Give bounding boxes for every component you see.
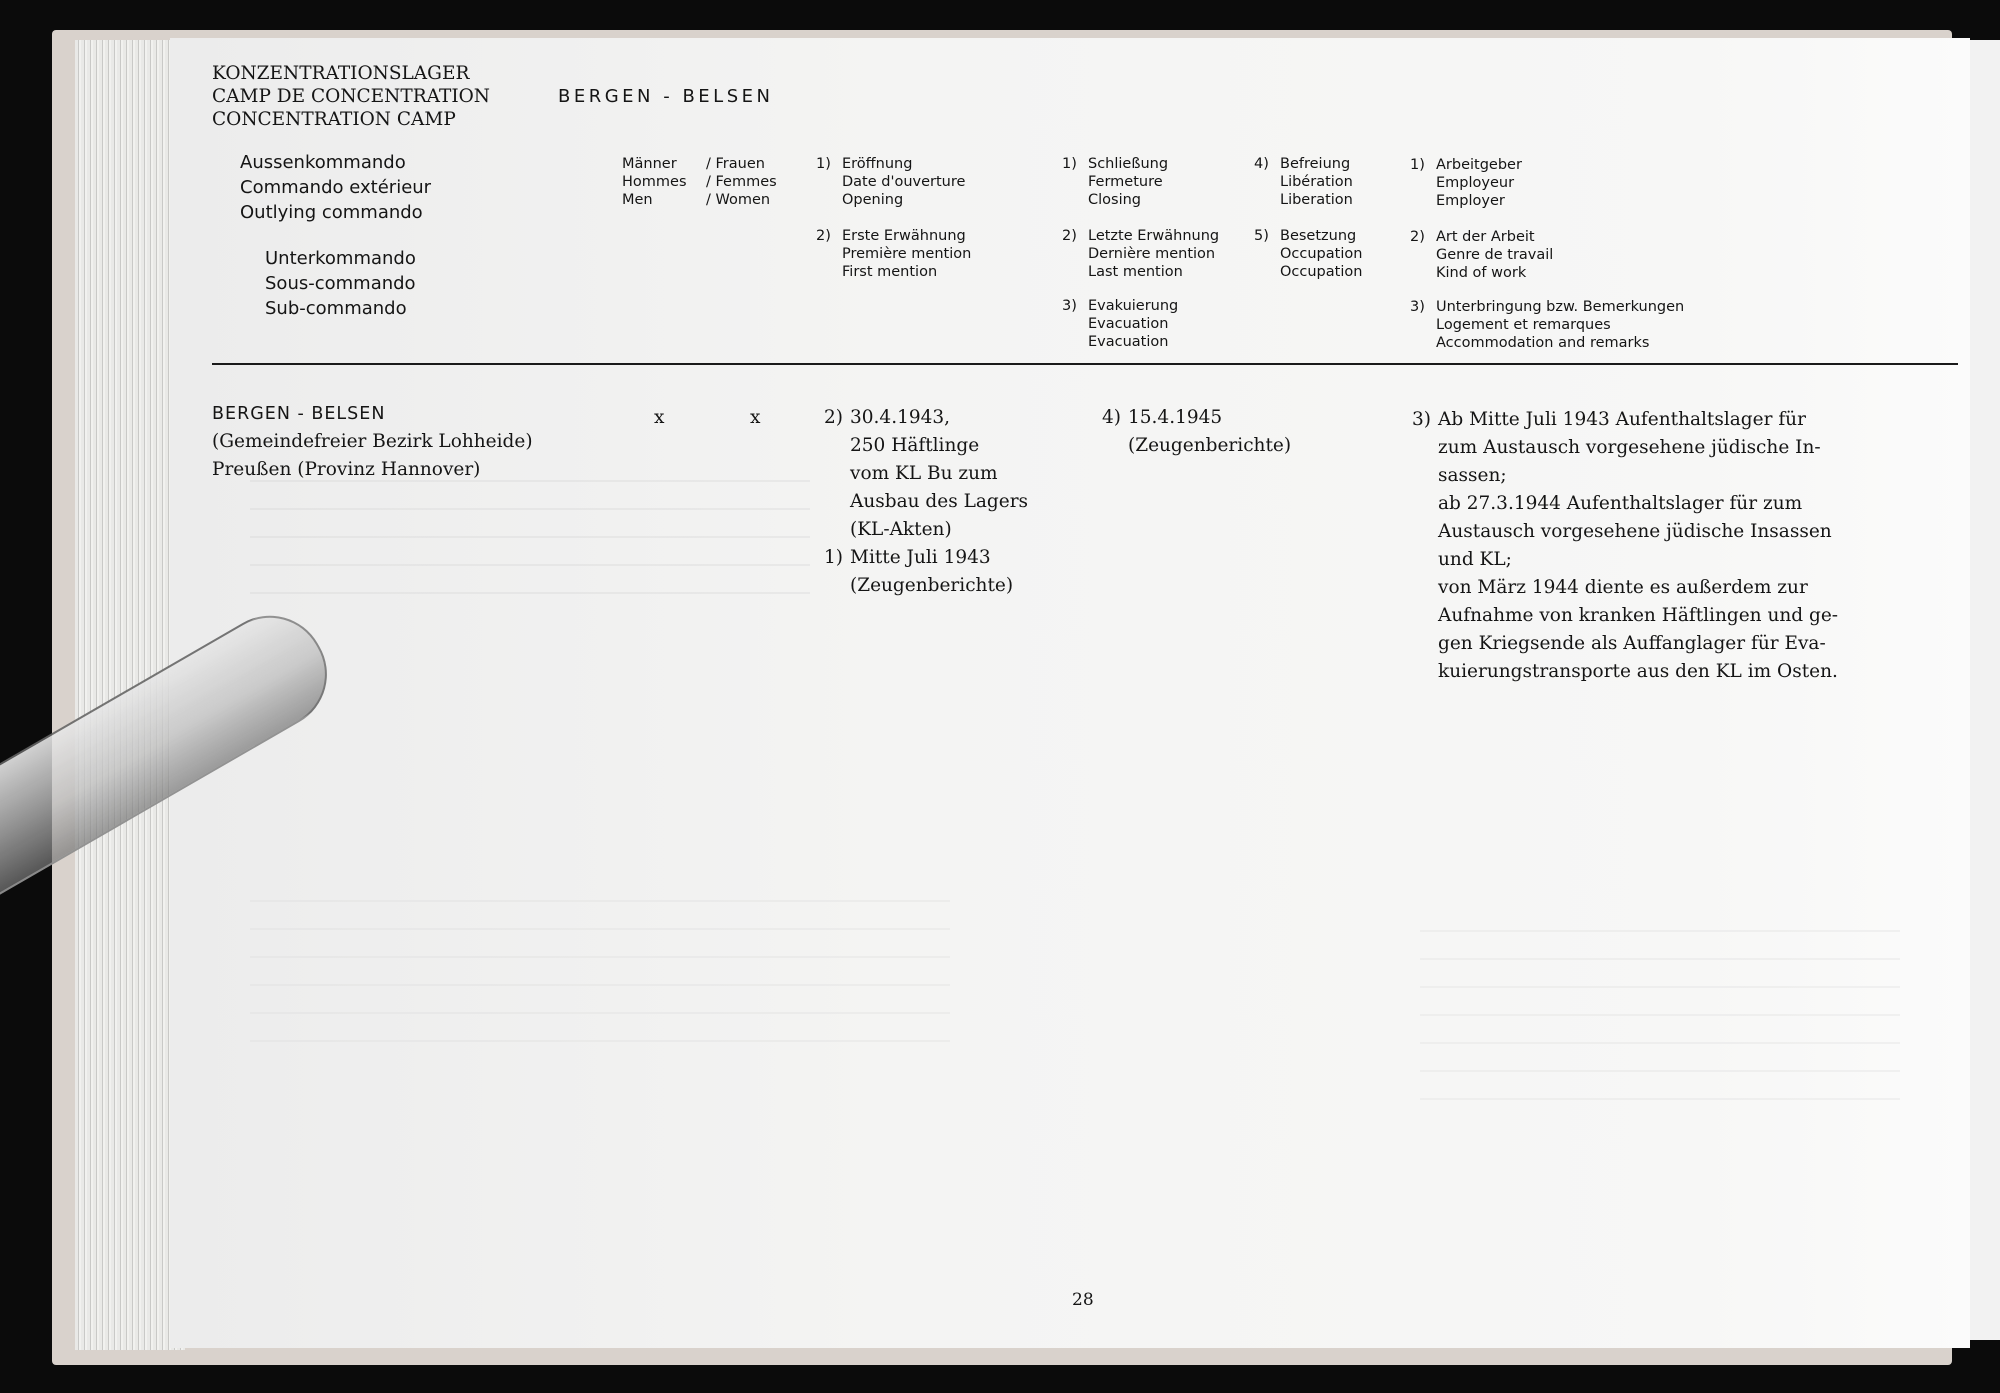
last-mention-column-header: 2) Letzte Erwähnung Dernière mention Last mention xyxy=(1062,228,1220,280)
entry-remarks: 3) Ab Mitte Juli 1943 Aufenthaltslager für zum Austausch vorgesehene jüdische In- sassen; ab 27.3.1944 Aufenthaltslager für zum Austausch vorgesehene jüdische Insassen und KL; von März 1944 diente es außerdem zur Aufnahme von kranken Häftlingen und ge- gen Kriegsende als Auffanglager für Eva- kuierungstransporte aus den KL im Osten. xyxy=(1412,409,1839,682)
opening-column-header: 1) Eröffnung Date d'ouverture Opening xyxy=(816,156,966,208)
bleed-through-texture xyxy=(250,480,810,600)
closing-column-header: 1) Schließung Fermeture Closing xyxy=(1062,156,1169,208)
employer-column-header: 1) Arbeitgeber Employeur Employer xyxy=(1410,157,1522,209)
accommodation-column-header: 3) Unterbringung bzw. Bemerkungen Logement et remarques Accommodation and remarks xyxy=(1410,299,1685,351)
women-column-header: / Frauen / Femmes / Women xyxy=(706,156,777,208)
camp-type-label: KONZENTRATIONSLAGER CAMP DE CONCENTRATION CONCENTRATION CAMP xyxy=(212,63,490,130)
page-number: 28 xyxy=(1072,1290,1094,1310)
bleed-through-texture xyxy=(1420,930,1900,1100)
work-type-column-header: 2) Art der Arbeit Genre de travail Kind of work xyxy=(1410,229,1554,281)
entry-location: BERGEN - BELSEN (Gemeindefreier Bezirk Lohheide) Preußen (Provinz Hannover) xyxy=(212,404,533,480)
men-mark: x xyxy=(654,407,665,428)
first-mention-column-header: 2) Erste Erwähnung Première mention First mention xyxy=(816,228,972,280)
entry-closing: 4) 15.4.1945 (Zeugenberichte) xyxy=(1102,407,1292,456)
right-page-edge xyxy=(1965,40,2000,1340)
women-mark: x xyxy=(750,407,761,428)
entry-opening: 2) 30.4.1943, 250 Häftlinge vom KL Bu zum Ausbau des Lagers (KL-Akten) 1) Mitte Juli 1943 (Zeugenberichte) xyxy=(824,407,1029,596)
aussenkommando-label: Aussenkommando Commando extérieur Outlying commando xyxy=(240,152,432,223)
bleed-through-texture xyxy=(250,900,950,1060)
evacuation-column-header: 3) Evakuierung Evacuation Evacuation xyxy=(1062,298,1179,350)
occupation-column-header: 5) Besetzung Occupation Occupation xyxy=(1254,228,1363,280)
camp-name-heading: BERGEN - BELSEN xyxy=(558,86,774,107)
unterkommando-label: Unterkommando Sous-commando Sub-commando xyxy=(265,248,416,319)
men-column-header: Männer Hommes Men xyxy=(622,156,687,208)
liberation-column-header: 4) Befreiung Libération Liberation xyxy=(1254,156,1353,208)
header-divider xyxy=(212,363,1958,365)
